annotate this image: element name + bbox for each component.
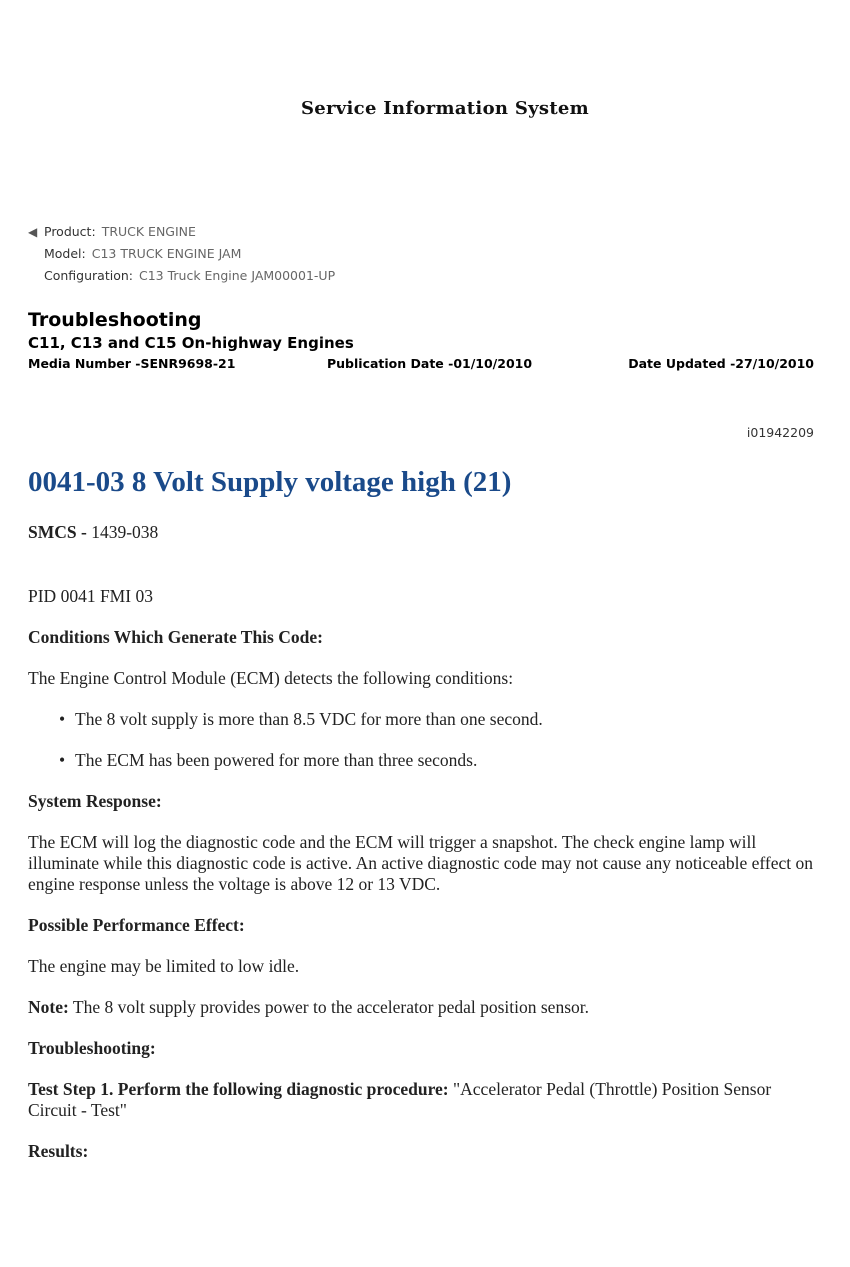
test-step-label: Test Step 1. Perform the following diagnostic procedure: [28,1079,449,1099]
model-label: Model: [44,246,86,261]
list-item: • The ECM has been powered for more than three seconds. [75,750,818,771]
note-text: The 8 volt supply provides power to the accelerator pedal position sensor. [72,997,589,1017]
product-label: Product: [44,224,96,239]
configuration-label: Configuration: [44,268,133,283]
system-response-heading: System Response: [28,791,162,811]
date-updated: Date Updated -27/10/2010 [628,356,814,371]
smcs-value: 1439-038 [91,522,159,542]
product-value: TRUCK ENGINE [101,224,196,239]
model-value: C13 TRUCK ENGINE JAM [91,246,242,261]
media-number: Media Number -SENR9698-21 [28,356,236,371]
test-step-link[interactable]: "Accelerator Pedal (Throttle) Position Sensor Circuit - Test" [28,1079,772,1120]
document-title: Troubleshooting [28,309,202,331]
article-heading: 0041-03 8 Volt Supply voltage high (21) [28,466,512,498]
pid-fmi: PID 0041 FMI 03 [28,586,153,606]
product-info [28,222,335,288]
test-step-1 [28,1079,818,1121]
page-banner: Service Information System [300,98,590,119]
conditions-heading: Conditions Which Generate This Code: [28,627,323,647]
results-heading: Results: [28,1141,89,1161]
smcs-label: SMCS - [28,522,87,542]
note-label: Note: [28,997,69,1017]
conditions-list [28,709,818,771]
troubleshooting-heading: Troubleshooting: [28,1038,156,1058]
configuration-row [28,266,335,288]
performance-heading: Possible Performance Effect: [28,915,245,935]
publication-info [28,356,818,376]
document-header [28,308,818,376]
performance-text: The engine may be limited to low idle. [28,956,300,976]
smcs-line [28,522,818,543]
document-subtitle: C11, C13 and C15 On-highway Engines [28,334,354,352]
system-response-text: The ECM will log the diagnostic code and the ECM will trigger a snapshot. The check engine lamp will illuminate while this diagnostic code is active. An active diagnostic code may not cause any noticeable effect on engine response unless the voltage is above 12 or 13 VDC. [28,832,813,894]
configuration-value: C13 Truck Engine JAM00001-UP [138,268,336,283]
back-arrow-icon[interactable]: ◀ [28,225,38,239]
article-content [28,462,818,1162]
conditions-intro: The Engine Control Module (ECM) detects the following conditions: [28,668,514,688]
note [28,997,818,1018]
list-item: • The 8 volt supply is more than 8.5 VDC for more than one second. [75,709,818,730]
model-row [28,244,335,266]
document-id: i01942209 [746,425,814,440]
product-row [28,222,335,244]
publication-date: Publication Date -01/10/2010 [327,356,533,371]
